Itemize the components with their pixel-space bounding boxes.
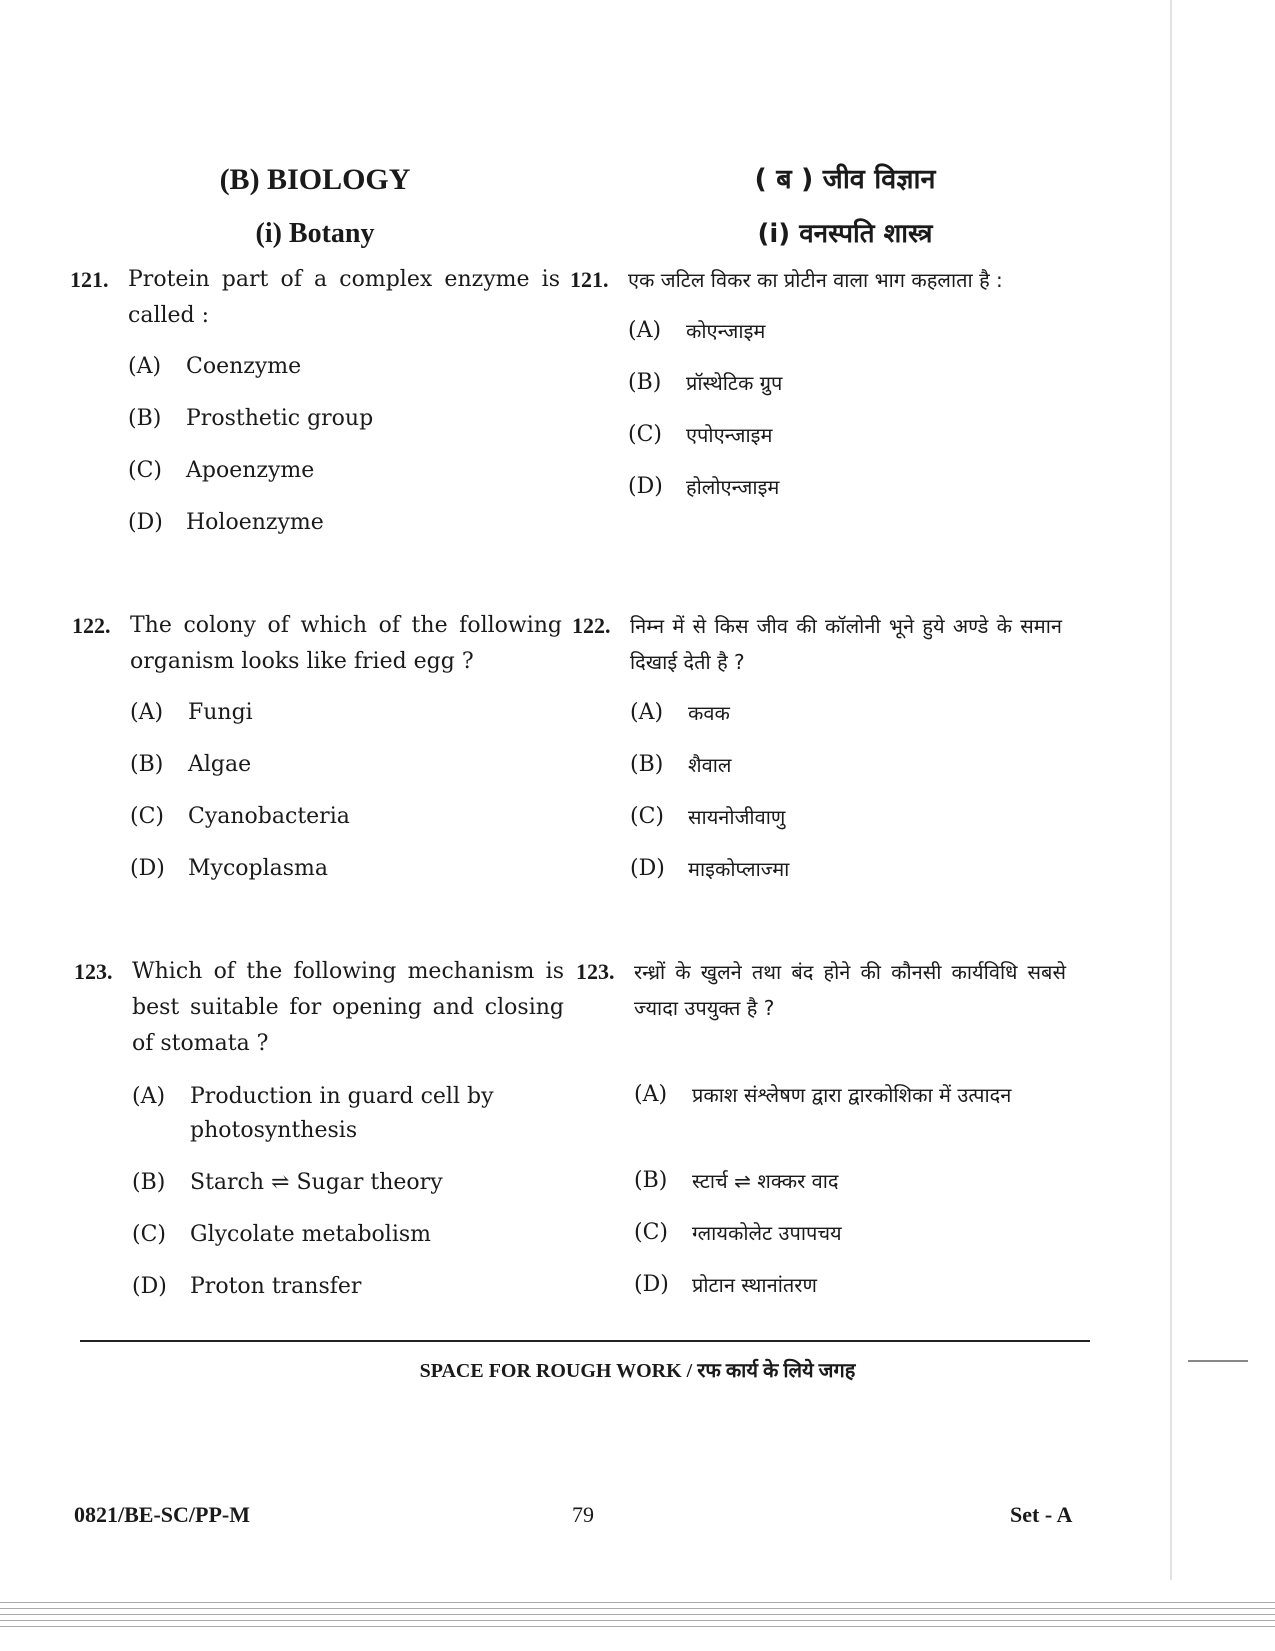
question-number: 122. — [572, 613, 611, 638]
hindi-column — [600, 160, 1090, 254]
option-c: (C) ग्लायकोलेट उपापचय — [634, 1220, 842, 1245]
option-c: (C) Glycolate metabolism — [132, 1222, 432, 1247]
question-number: 123. — [74, 959, 113, 984]
bottom-edge-lines — [0, 1602, 1275, 1632]
question-number: 121. — [70, 267, 109, 292]
rough-work-label: SPACE FOR ROUGH WORK / रफ कार्य के लिये जगह — [419, 1360, 856, 1382]
question-number: 121. — [570, 267, 609, 292]
question-122-hindi — [572, 608, 1062, 886]
option-b: (B) Prosthetic group — [128, 406, 374, 431]
option-c: (C) Cyanobacteria — [130, 804, 350, 829]
question-122-english — [72, 608, 562, 886]
option-b: (B) Algae — [130, 752, 252, 777]
page-edge — [1170, 0, 1172, 1580]
rough-work-divider — [80, 1340, 1090, 1342]
option-c: (C) सायनोजीवाणु — [630, 804, 786, 829]
question-121-english — [70, 262, 560, 540]
option-c: (C) Apoenzyme — [128, 458, 315, 483]
option-c: (C) एपोएन्जाइम — [628, 422, 773, 447]
question-text: एक जटिल विकर का प्रोटीन वाला भाग कहलाता है : — [628, 268, 1003, 292]
option-b: (B) Starch ⇌ Sugar theory — [132, 1170, 443, 1195]
subsection-title-hindi: (i) वनस्पति शास्त्र — [757, 219, 933, 249]
question-text: The colony of which of the following organism looks like fried egg ? — [130, 613, 562, 674]
page-number: 79 — [572, 1502, 594, 1527]
option-b: (B) स्टार्च ⇌ शक्कर वाद — [634, 1168, 839, 1193]
subsection-title-english: (i) Botany — [255, 218, 375, 249]
question-123-hindi — [576, 954, 1066, 1302]
option-b: (B) शैवाल — [630, 752, 732, 777]
option-d: (D) Mycoplasma — [130, 856, 329, 881]
question-text: निम्न में से किस जीव की कॉलोनी भूने हुये अण्डे के समान दिखाई देती है ? — [630, 614, 1062, 674]
question-121-hindi — [570, 262, 1060, 504]
option-a: (A) Production in guard cell by photosynthesis — [132, 1084, 494, 1143]
question-number: 123. — [576, 959, 615, 984]
option-a: (A) कोएन्जाइम — [628, 318, 766, 343]
option-a: (A) कवक — [630, 700, 730, 725]
question-123-english — [74, 954, 564, 1304]
option-d: (D) होलोएन्जाइम — [628, 474, 780, 499]
english-column — [70, 160, 560, 254]
section-title-hindi: ( ब ) जीव विज्ञान — [754, 164, 936, 195]
question-text: रन्ध्रों के खुलने तथा बंद होने की कौनसी कार्यविधि सबसे ज्यादा उपयुक्त है ? — [634, 960, 1066, 1020]
option-a: (A) प्रकाश संश्लेषण द्वारा द्वारकोशिका में उत्पादन — [634, 1082, 1012, 1107]
option-d: (D) Holoenzyme — [128, 510, 324, 535]
question-text: Which of the following mechanism is best suitable for opening and closing of stomata ? — [132, 959, 564, 1056]
option-a: (A) Coenzyme — [128, 354, 302, 379]
option-d: (D) माइकोप्लाज्मा — [630, 856, 790, 881]
question-text: Protein part of a complex enzyme is called : — [128, 267, 560, 328]
set-label: Set - A — [1010, 1502, 1073, 1527]
section-title-english: (B) BIOLOGY — [219, 163, 411, 196]
option-b: (B) प्रॉस्थेटिक ग्रुप — [628, 370, 783, 395]
paper-code: 0821/BE-SC/PP-M — [74, 1502, 250, 1527]
option-d: (D) प्रोटान स्थानांतरण — [634, 1272, 817, 1297]
option-d: (D) Proton transfer — [132, 1274, 362, 1299]
option-a: (A) Fungi — [130, 700, 253, 725]
question-number: 122. — [72, 613, 111, 638]
